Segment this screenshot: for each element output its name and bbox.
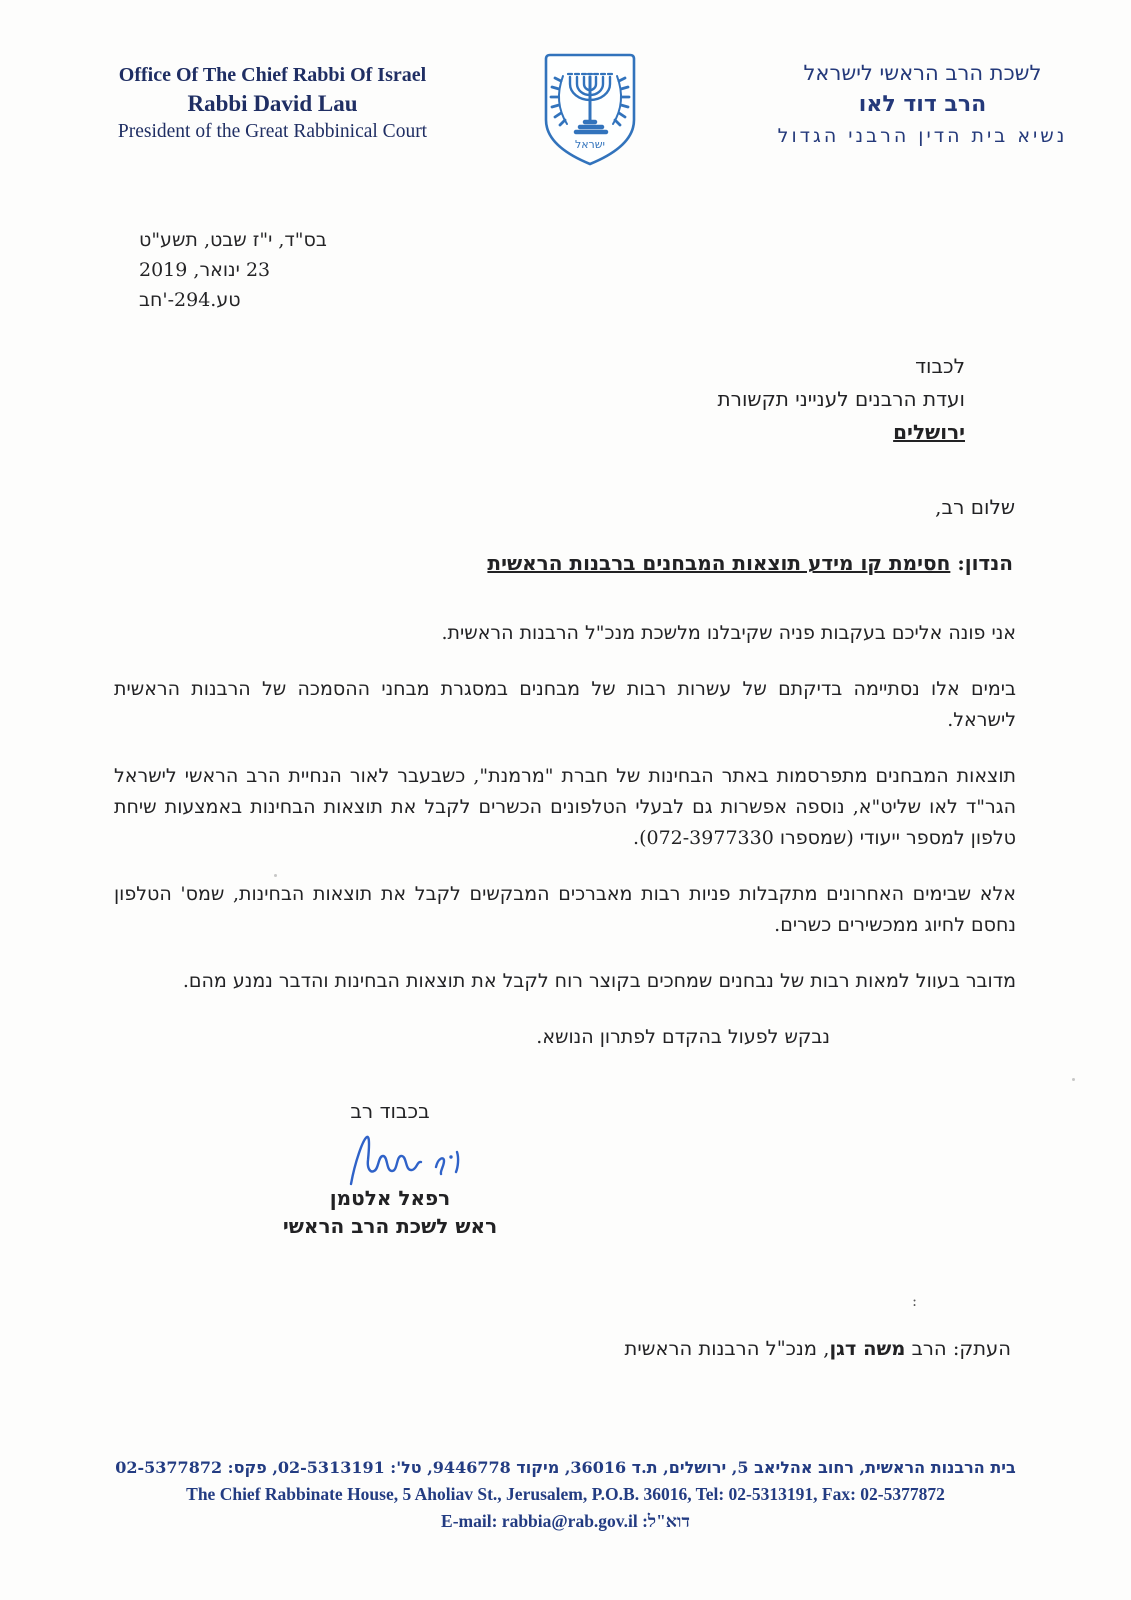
- header-hebrew-block: [755, 58, 1090, 152]
- subject-line: [487, 551, 1013, 575]
- israel-state-emblem-icon: [540, 50, 640, 170]
- recipient-honorific: לכבוד: [915, 354, 965, 378]
- footer-block: [0, 1455, 1131, 1535]
- recipient-block: [545, 350, 965, 449]
- signer-block: [250, 1184, 530, 1240]
- closing-salutation: בכבוד רב: [350, 1099, 430, 1123]
- copy-prefix: העתק: הרב: [905, 1337, 1011, 1360]
- paragraph-6: נבקש לפעול בהקדם לפתרון הנושא.: [536, 1026, 830, 1048]
- header-office-line: Office Of The Chief Rabbi Of Israel: [118, 64, 427, 86]
- header-rabbi-name-hebrew: הרב דוד לאו: [858, 91, 987, 117]
- date-block: [139, 225, 399, 315]
- header-english-block: [80, 62, 465, 145]
- reference-number: בח'-294.עט: [139, 289, 241, 311]
- header-title-english: President of the Great Rabbinical Court: [117, 121, 428, 142]
- paragraph-1: אני פונה אליכם בעקבות פניה שקיבלנו מלשכת מנכ"ל הרבנות הראשית.: [441, 622, 1016, 644]
- paragraph-2: בימים אלו נסתיימה בדיקתם של עשרות רבות של מבחנים במסגרת מבחני ההסמכה של הרבנות הראשית לישראל.: [114, 678, 1016, 731]
- footer-email-line: [0, 1508, 1131, 1535]
- copy-line: [625, 1337, 1012, 1360]
- handwritten-signature: [343, 1130, 493, 1192]
- subject-text: חסימת קו מידע תוצאות המבחנים ברבנות הראשית: [487, 551, 951, 575]
- subject-prefix: הנדון:: [950, 551, 1013, 575]
- emblem-israel-label: ישראל: [574, 138, 606, 151]
- scan-speck: [274, 874, 277, 877]
- footer-address-hebrew: בית הרבנות הראשית, רחוב אהליאב 5, ירושלים, ת.ד 36016, מיקוד 9446778, טל': 02-5313191, פקס: 02-5377872: [115, 1458, 1016, 1477]
- scan-artifact-colon: :: [912, 1292, 918, 1310]
- recipient-city: ירושלים: [893, 420, 965, 444]
- scan-speck: [1072, 1078, 1075, 1081]
- paragraph-3: תוצאות המבחנים מתפרסמות באתר הבחינות של חברת "מרמנת", כשבעבר לאור הנחיית הרב הראשי לישראל הגר"ד לאו שליט"א, נוספה אפשרות גם לבעלי הטלפונים הכשרים לקבל את תוצאות הבחינות באמצעות שיחת טלפון למספר ייעודי (שמספרו 072-3977330).: [114, 765, 1016, 849]
- hebrew-date: בס"ד, י"ז שבט, תשע"ט: [139, 229, 327, 251]
- paragraph-4: אלא שבימים האחרונים מתקבלות פניות רבות מאברכים המבקשים לקבל את תוצאות הבחינות, שמס' הטלפון נחסם לחיוג ממכשירים כשרים.: [114, 883, 1016, 936]
- footer-email-label: דוא"ל:: [642, 1511, 690, 1531]
- greeting: שלום רב,: [935, 495, 1015, 519]
- civil-date: 23 ינואר, 2019: [139, 259, 271, 281]
- footer-address-english: The Chief Rabbinate House, 5 Aholiav St., Jerusalem, P.O.B. 36016, Tel: 02-5313191, Fax: 02-5377872: [186, 1484, 945, 1504]
- header-office-line-hebrew: לשכת הרב הראשי לישראל: [803, 61, 1042, 85]
- copy-suffix: , מנכ"ל הרבנות הראשית: [624, 1337, 830, 1360]
- letter-body: [114, 618, 1016, 1078]
- signer-name: רפאל אלטמן: [329, 1186, 451, 1210]
- paragraph-5: מדובר בעוול למאות רבות של נבחנים שמחכים בקוצר רוח לקבל את תוצאות הבחינות והדבר נמנע מהם.: [182, 970, 1016, 992]
- header-title-hebrew: נשיא בית הדין הרבני הגדול: [777, 125, 1068, 147]
- footer-email-value: E-mail: rabbia@rab.gov.il: [441, 1511, 638, 1531]
- copy-name: משה דגן: [829, 1337, 906, 1360]
- signer-title: ראש לשכת הרב הראשי: [282, 1214, 498, 1238]
- recipient-name: ועדת הרבנים לענייני תקשורת: [717, 387, 965, 411]
- header-rabbi-name-english: Rabbi David Lau: [187, 91, 358, 116]
